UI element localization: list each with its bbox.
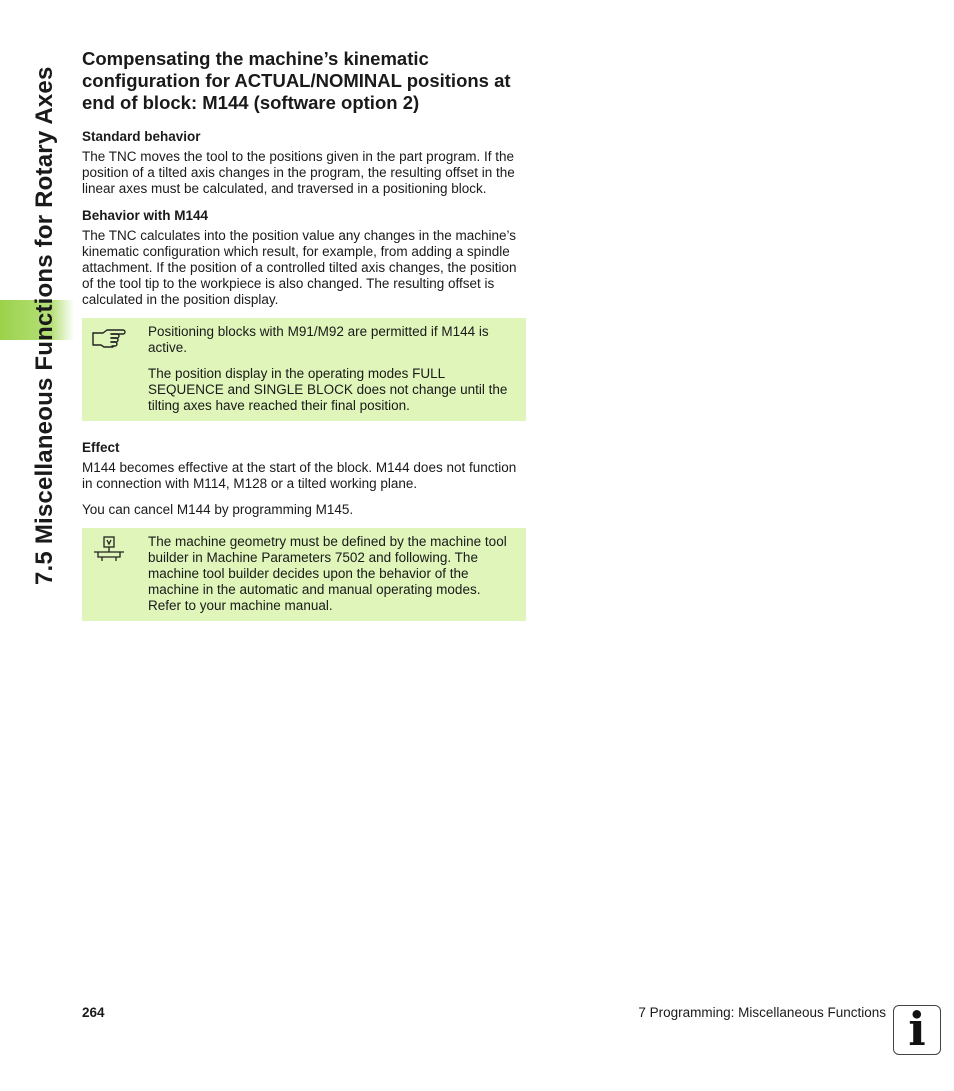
standard-behavior-heading: Standard behavior — [82, 129, 201, 144]
sidebar-section-title: 7.5 Miscellaneous Functions for Rotary Axes — [31, 66, 58, 585]
effect-heading: Effect — [82, 440, 120, 455]
behavior-m144-text: The TNC calculates into the position value any changes in the machine’s kinematic configuration which result, for example, from adding a spindle attachment. If the position of a controlled tilted axis changes, the position of the tool tip to the workpiece is also changed. The resulting offset is calculated in the position display. — [82, 228, 517, 307]
standard-behavior-text: The TNC moves the tool to the positions given in the part program. If the position of a tilted axis changes in the program, the resulting offset in the linear axes must be calculated, and traversed in a positioning block. — [82, 149, 515, 196]
page-heading: Compensating the machine’s kinematic configuration for ACTUAL/NOMINAL positions at end of block: M144 (software option 2) — [82, 48, 511, 113]
chapter-footer: 7 Programming: Miscellaneous Functions — [638, 1005, 886, 1020]
hint-note-paragraph-1: Positioning blocks with M91/M92 are permitted if M144 is active. — [148, 324, 489, 355]
effect-text-2: You can cancel M144 by programming M145. — [82, 502, 354, 517]
pointing-hand-icon — [90, 324, 128, 354]
info-icon — [893, 1002, 941, 1056]
page-number: 264 — [82, 1005, 105, 1020]
machine-note-box — [82, 528, 526, 621]
machine-note-paragraph: The machine geometry must be defined by the machine tool builder in Machine Parameters 7502 and following. The machine tool builder decides upon the behavior of the machine in the automatic and manual operating modes. Refer to your machine manual. — [148, 534, 507, 613]
behavior-m144-heading: Behavior with M144 — [82, 208, 209, 223]
effect-text-1: M144 becomes effective at the start of the block. M144 does not function in connection with M114, M128 or a tilted working plane. — [82, 460, 517, 491]
machine-tool-icon — [90, 534, 128, 564]
main-content — [82, 48, 526, 639]
hint-note-paragraph-2: The position display in the operating modes FULL SEQUENCE and SINGLE BLOCK does not change until the tilting axes have reached their final position. — [148, 366, 508, 413]
hint-note-box — [82, 318, 526, 421]
info-glyph: i — [908, 1002, 926, 1056]
